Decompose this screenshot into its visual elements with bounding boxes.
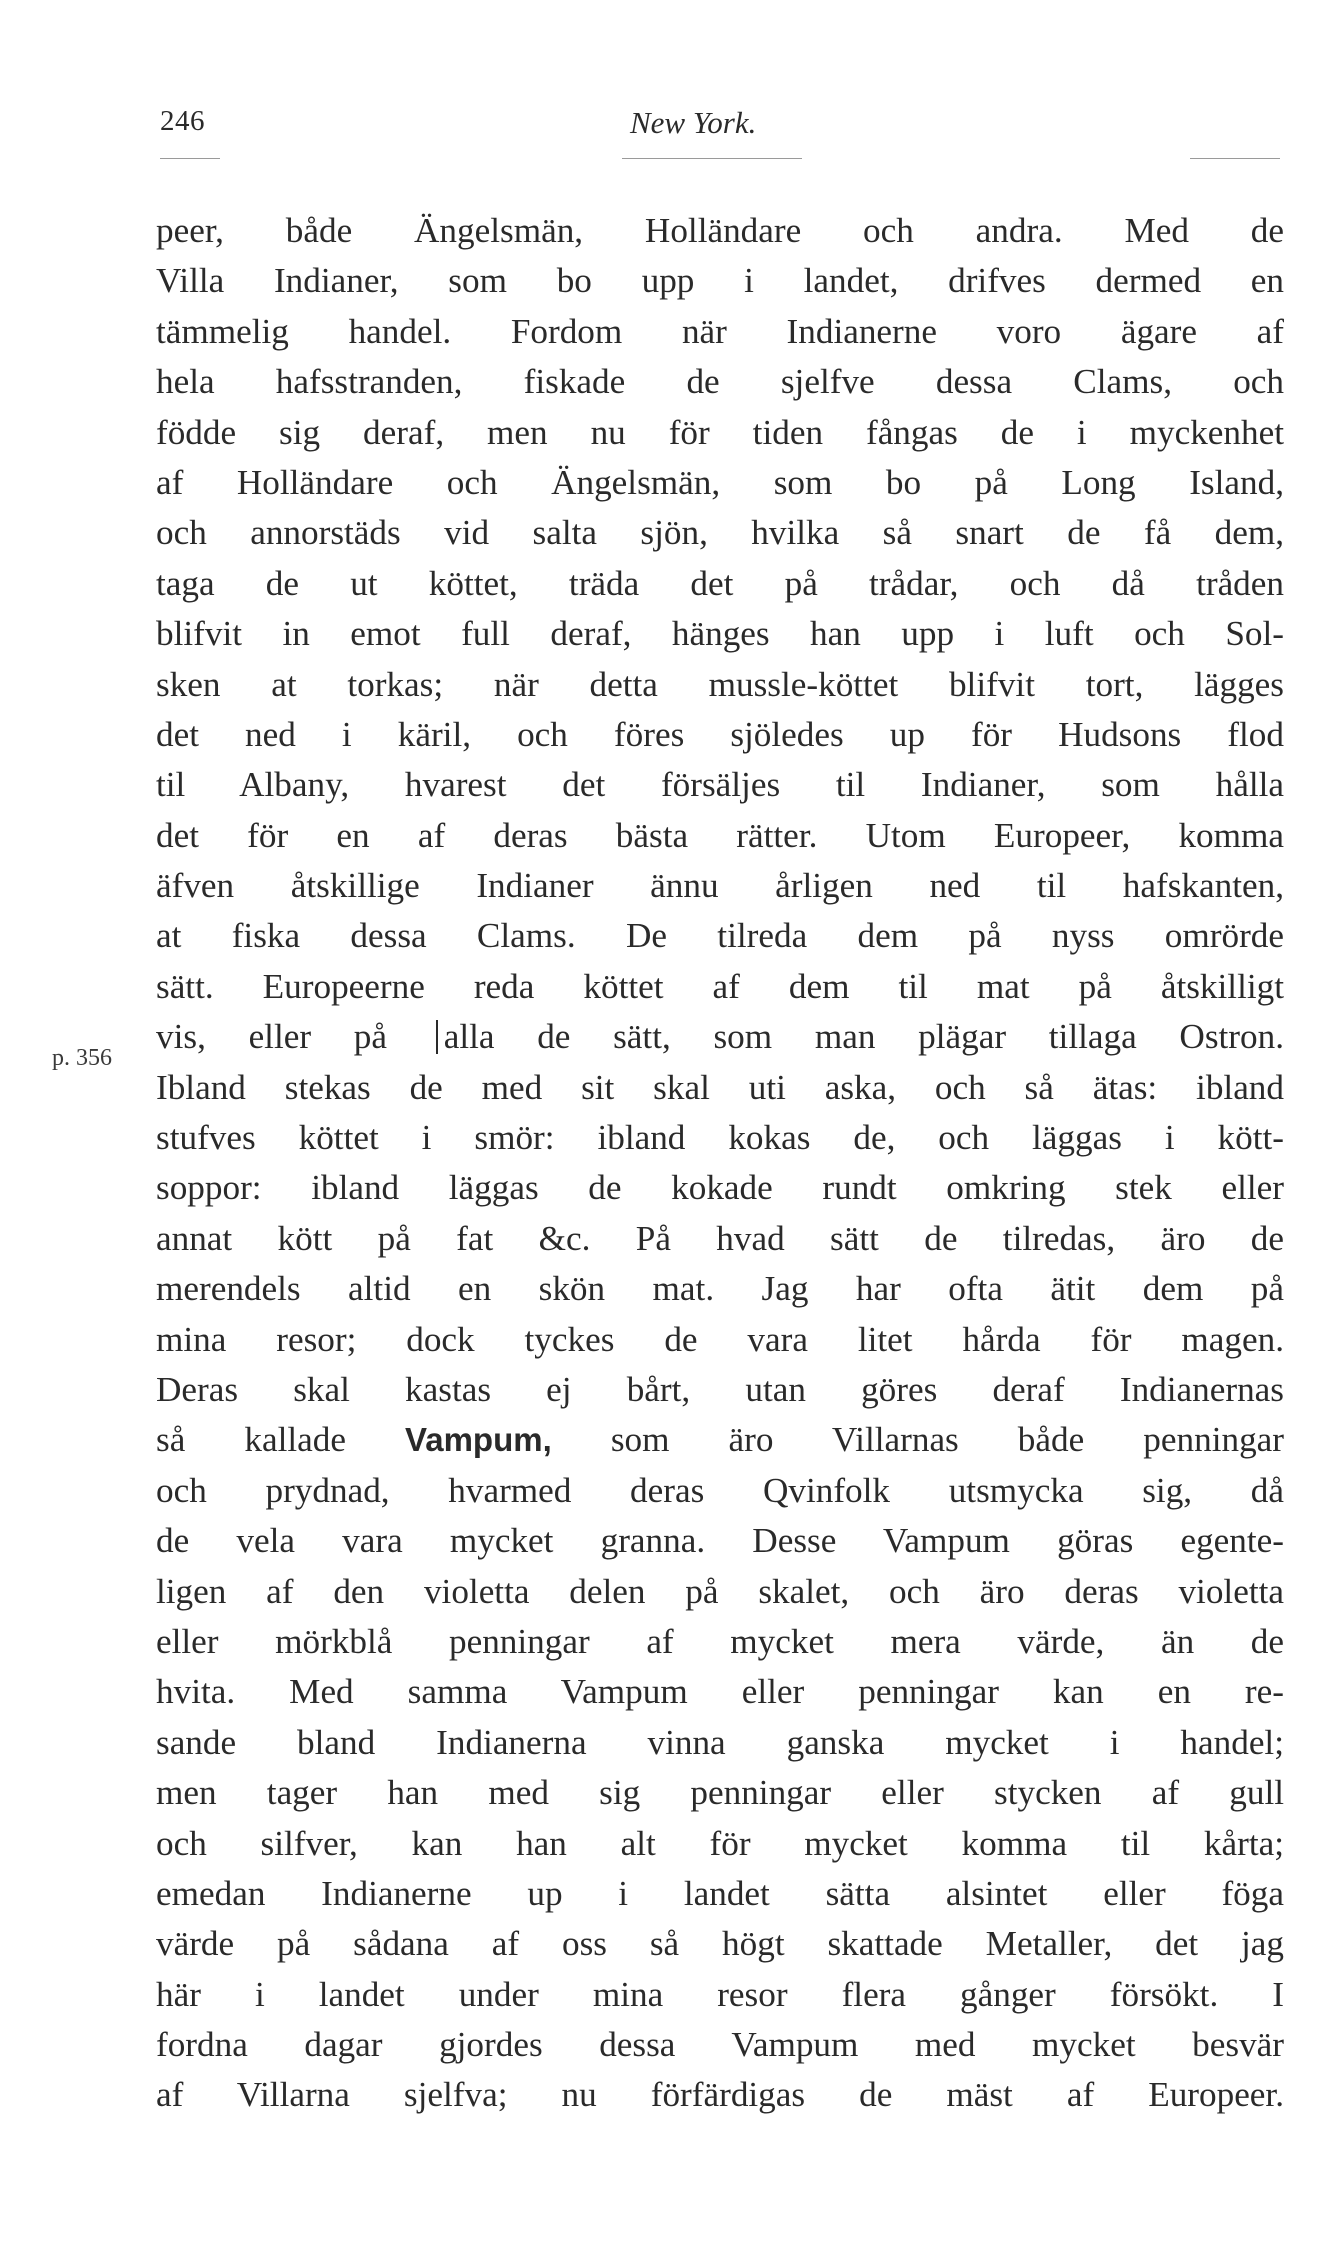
text-line: fordna dagar gjordes dessa Vampum med mycket besvär xyxy=(156,2025,1284,2065)
text-line: Ibland stekas de med sit skal uti aska, och så ätas: ibland xyxy=(156,1067,1284,1107)
text-line: här i landet under mina resor flera gånger försökt. I xyxy=(156,1974,1284,2014)
text-line: tämmelig handel. Fordom när Indianerne voro ägare af xyxy=(156,311,1284,351)
header-rule-right xyxy=(1190,158,1280,159)
header-rule-center xyxy=(622,158,802,159)
text-line: födde sig deraf, men nu för tiden fångas de i myckenhet xyxy=(156,412,1284,452)
body-text xyxy=(156,206,1284,2121)
text-line: och silfver, kan han alt för mycket komma til kårta; xyxy=(156,1823,1284,1863)
text-line: det för en af deras bästa rätter. Utom Europeer, komma xyxy=(156,815,1284,855)
text-line: sken at torkas; när detta mussle-köttet blifvit tort, lägges xyxy=(156,664,1284,704)
text-line: de vela vara mycket granna. Desse Vampum göras egente- xyxy=(156,1521,1284,1561)
text-line: blifvit in emot full deraf, hänges han upp i luft och Sol- xyxy=(156,614,1284,654)
text-line: soppor: ibland läggas de kokade rundt omkring stek eller xyxy=(156,1168,1284,1208)
page-break-marker xyxy=(436,1020,438,1054)
text-line: annat kött på fat &c. På hvad sätt de tilredas, äro de xyxy=(156,1218,1284,1258)
text-line: Deras skal kastas ej bårt, utan göres deraf Indianernas xyxy=(156,1369,1284,1409)
bold-term: Vampum, xyxy=(405,1421,552,1459)
text-line: hela hafsstranden, fiskade de sjelfve dessa Clams, och xyxy=(156,362,1284,402)
text-line: och prydnad, hvarmed deras Qvinfolk utsmycka sig, då xyxy=(156,1470,1284,1510)
text-line: värde på sådana af oss så högt skattade Metaller, det jag xyxy=(156,1924,1284,1964)
page-number: 246 xyxy=(160,105,205,137)
text-line: stufves köttet i smör: ibland kokas de, och läggas i kött- xyxy=(156,1118,1284,1158)
text-line: det ned i käril, och föres sjöledes up för Hudsons flod xyxy=(156,714,1284,754)
text-line: at fiska dessa Clams. De tilreda dem på nyss omrörde xyxy=(156,916,1284,956)
text-line: peer, både Ängelsmän, Holländare och andra. Med de xyxy=(156,211,1284,250)
text-segment: alla de sätt, som man plägar tillaga Ostron. xyxy=(443,1017,1284,1057)
text-line: til Albany, hvarest det försäljes til Indianer, som hålla xyxy=(156,765,1284,805)
text-line xyxy=(156,1415,1284,1465)
text-line: ligen af den violetta delen på skalet, och äro deras violetta xyxy=(156,1571,1284,1611)
text-line: emedan Indianerne up i landet sätta alsintet eller föga xyxy=(156,1873,1284,1913)
text-segment: som äro Villarnas både penningar xyxy=(610,1420,1284,1460)
running-title: New York. xyxy=(630,105,757,140)
text-line: hvita. Med samma Vampum eller penningar kan en re- xyxy=(156,1672,1284,1712)
text-line: sande bland Indianerna vinna ganska mycket i handel; xyxy=(156,1722,1284,1762)
text-line: merendels altid en skön mat. Jag har ofta ätit dem på xyxy=(156,1269,1284,1309)
text-line: men tager han med sig penningar eller stycken af gull xyxy=(156,1773,1284,1813)
margin-page-reference: p. 356 xyxy=(52,1045,112,1071)
text-line: taga de ut köttet, träda det på trådar, och då tråden xyxy=(156,563,1284,603)
text-line: eller mörkblå penningar af mycket mera värde, än de xyxy=(156,1621,1284,1661)
text-segment: vis, eller på xyxy=(156,1017,430,1057)
header-rule-left xyxy=(160,158,220,159)
text-line: sätt. Europeerne reda köttet af dem til mat på åtskilligt xyxy=(156,966,1284,1006)
page-header xyxy=(160,105,1280,145)
text-line: af Villarna sjelfva; nu förfärdigas de mäst af Europeer. xyxy=(156,2075,1284,2115)
text-line: Villa Indianer, som bo upp i landet, drifves dermed en xyxy=(156,261,1284,301)
text-line: och annorstäds vid salta sjön, hvilka så snart de få dem, xyxy=(156,513,1284,553)
text-line xyxy=(156,1012,1284,1062)
text-line: äfven åtskillige Indianer ännu årligen ned til hafskanten, xyxy=(156,866,1284,906)
text-line: af Holländare och Ängelsmän, som bo på Long Island, xyxy=(156,462,1284,502)
text-segment: så kallade xyxy=(156,1420,406,1460)
text-line: mina resor; dock tyckes de vara litet hårda för magen. xyxy=(156,1319,1284,1359)
